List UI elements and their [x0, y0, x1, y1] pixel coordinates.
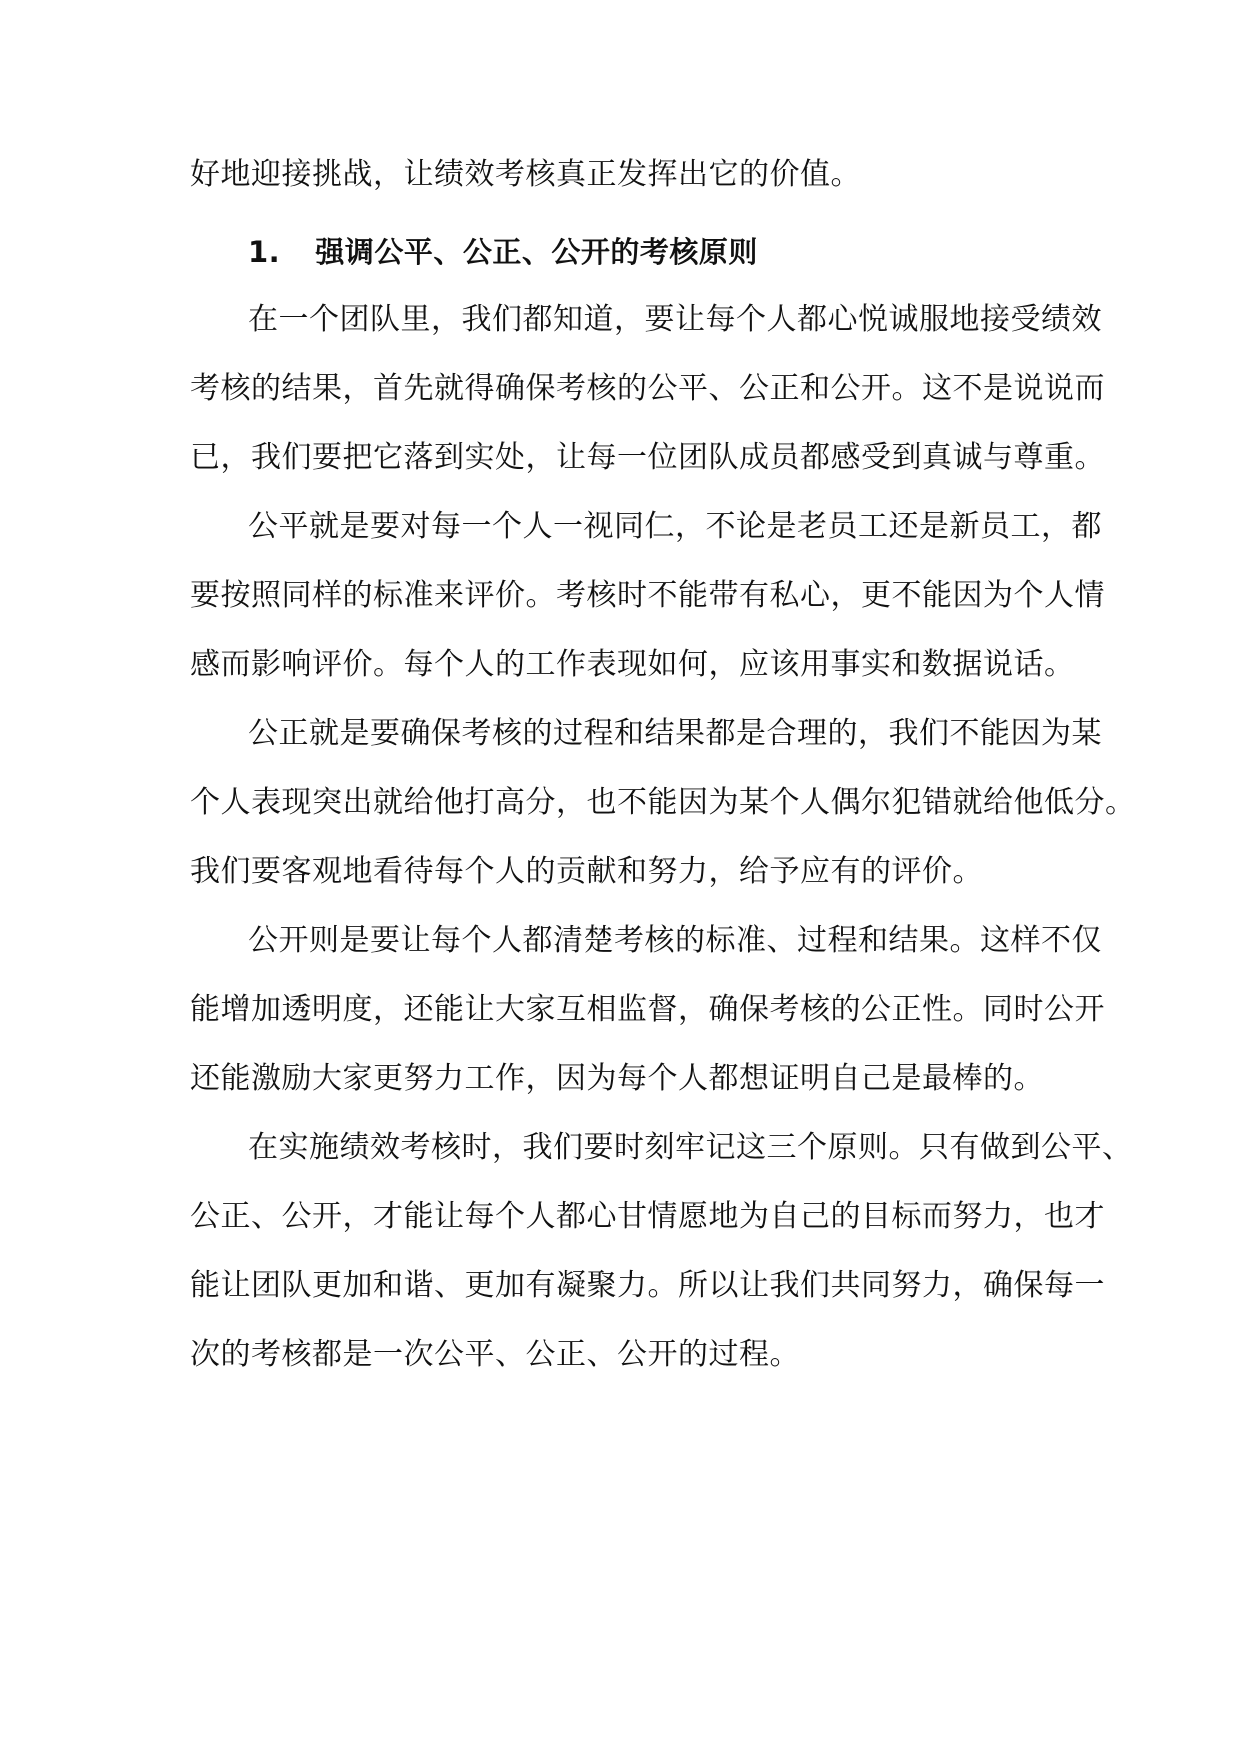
paragraph-line: 个人表现突出就给他打高分，也不能因为某个人偶尔犯错就给他低分。 — [190, 785, 1136, 820]
paragraph-line: 公平就是要对每一个人一视同仁，不论是老员工还是新员工，都 — [248, 509, 1102, 544]
section-number: 1. — [248, 235, 281, 269]
paragraph-line: 公正就是要确保考核的过程和结果都是合理的，我们不能因为某 — [248, 716, 1102, 751]
paragraph-line: 已，我们要把它落到实处，让每一位团队成员都感受到真诚与尊重。 — [190, 440, 1105, 475]
paragraph-line: 能让团队更加和谐、更加有凝聚力。所以让我们共同努力，确保每一 — [190, 1268, 1105, 1303]
paragraph-line: 在一个团队里，我们都知道，要让每个人都心悦诚服地接受绩效 — [248, 302, 1102, 337]
paragraph-line: 要按照同样的标准来评价。考核时不能带有私心，更不能因为个人情 — [190, 578, 1105, 613]
continuation-text: 好地迎接挑战，让绩效考核真正发挥出它的价值。 — [190, 157, 861, 192]
paragraph-line: 我们要客观地看待每个人的贡献和努力，给予应有的评价。 — [190, 854, 983, 889]
section-heading — [248, 232, 758, 272]
paragraph-line: 次的考核都是一次公平、公正、公开的过程。 — [190, 1337, 800, 1372]
paragraph-line: 考核的结果，首先就得确保考核的公平、公正和公开。这不是说说而 — [190, 371, 1105, 406]
paragraph-line: 能增加透明度，还能让大家互相监督，确保考核的公正性。同时公开 — [190, 992, 1105, 1027]
paragraph-line: 公正、公开，才能让每个人都心甘情愿地为自己的目标而努力，也才 — [190, 1199, 1105, 1234]
paragraph-line: 还能激励大家更努力工作，因为每个人都想证明自己是最棒的。 — [190, 1061, 1044, 1096]
paragraph-line: 公开则是要让每个人都清楚考核的标准、过程和结果。这样不仅 — [248, 923, 1102, 958]
paragraph-line: 感而影响评价。每个人的工作表现如何，应该用事实和数据说话。 — [190, 647, 1075, 682]
paragraph-line: 在实施绩效考核时，我们要时刻牢记这三个原则。只有做到公平、 — [248, 1130, 1133, 1165]
section-title: 强调公平、公正、公开的考核原则 — [315, 235, 758, 269]
